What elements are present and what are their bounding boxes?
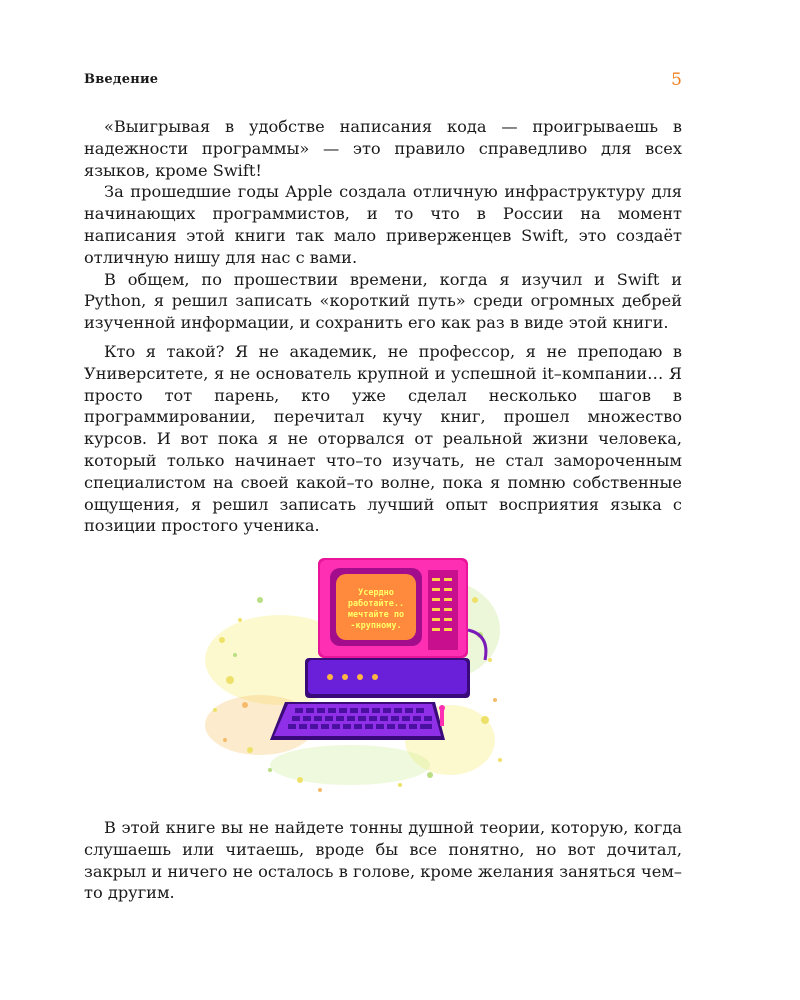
screen-text-line: работайте.. — [347, 599, 405, 609]
monitor — [318, 558, 486, 660]
paragraph: Кто я такой? Я не академик, не профессор, я не преподаю в Университете, я не основатель крупной и успешной it–компании… Я просто тот парень, кто уже сделал несколько шагов в программировании, перечитал кучу книг, прошел множество курсов. И вот пока я не оторвался от реальной жизни человека, который только начинает что–то изучать, не стал замороченным специалистом на своей какой–то волне, пока я помню собственные ощущения, я решил записать лучший опыт восприятия языка с позиции простого ученика. — [84, 342, 682, 536]
paragraph: За прошедшие годы Apple создала отличную инфраструктуру для начинающих программистов, и то что в России на момент написания этой книги так мало приверженцев Swift, это создаёт отличную нишу для нас с вами. — [84, 182, 682, 267]
about-author-paragraph — [84, 341, 682, 537]
running-title: Введение — [84, 72, 159, 87]
page-number: 5 — [671, 70, 682, 90]
closing-paragraph — [84, 817, 682, 904]
paragraph: В общем, по прошествии времени, когда я изучил и Swift и Python, я решил записать «короткий путь» среди огромных дебрей изученной информации, и сохранить его как раз в виде этой книги. — [84, 269, 682, 333]
intro-paragraphs — [84, 116, 682, 334]
screen-text-line: -крупному. — [350, 621, 402, 631]
paragraph: «Выигрывая в удобстве написания кода — проигрываешь в надежности программы» — это правило справедливо для всех языков, кроме Swift! — [84, 117, 682, 180]
paragraph: В этой книге вы не найдете тонны душной теории, которую, когда слушаешь или читаешь, вроде бы все понятно, но вот дочитал, закрыл и ничего не осталось в голове, кроме желания заняться чем–то другим. — [84, 818, 682, 903]
retro-computer-illustration — [200, 540, 510, 800]
screen-text-line: мечтайте по — [347, 610, 405, 620]
system-unit — [305, 658, 470, 698]
screen-text-line: Усердно — [358, 588, 394, 598]
keyboard — [270, 702, 445, 740]
retro-computer-icon — [200, 540, 510, 800]
